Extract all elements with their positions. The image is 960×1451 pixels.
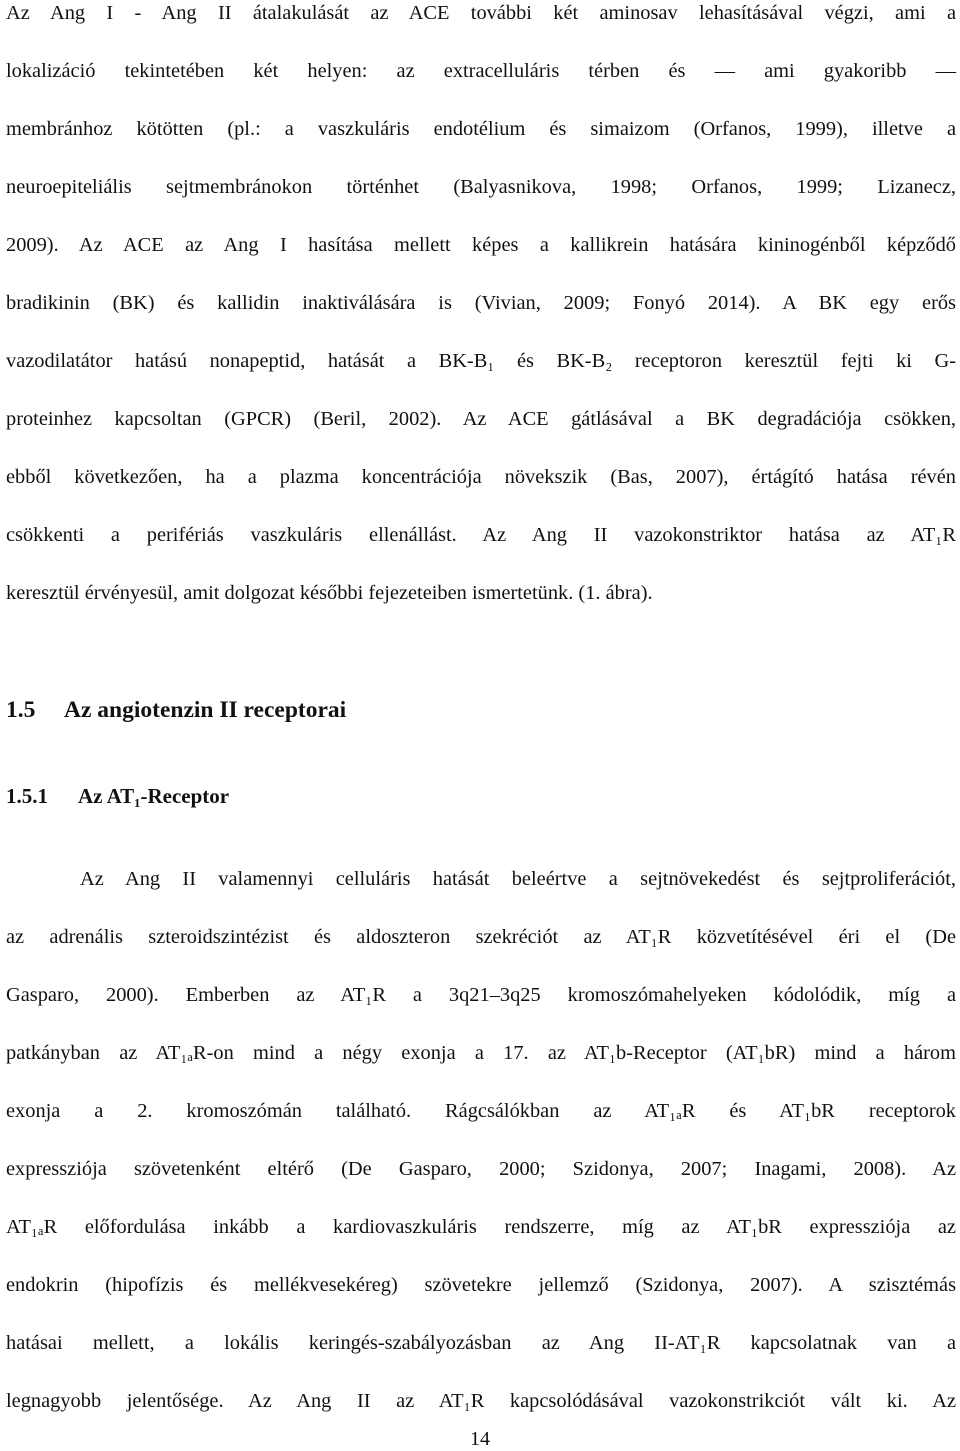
section-number: 1.5 bbox=[6, 697, 36, 723]
paragraph-line: patkányban az AT₁ₐR-on mind a négy exonja a 17. az AT₁b-Receptor (AT₁bR) mind a három bbox=[6, 1042, 956, 1064]
subsection-heading bbox=[6, 782, 229, 810]
paragraph-line: lokalizáció tekintetében két helyen: az extracelluláris térben és — ami gyakoribb — bbox=[6, 60, 956, 82]
paragraph-line: exonja a 2. kromoszómán található. Rágcsálókban az AT₁ₐR és AT₁bR receptorok bbox=[6, 1100, 956, 1122]
paragraph-line: ebből következően, ha a plazma koncentrációja növekszik (Bas, 2007), értágító hatása révén bbox=[6, 466, 956, 488]
paragraph-line: AT₁ₐR előfordulása inkább a kardiovaszkuláris rendszerre, míg az AT₁bR expressziója az bbox=[6, 1216, 956, 1238]
paragraph-line: expressziója szövetenként eltérő (De Gasparo, 2000; Szidonya, 2007; Inagami, 2008). Az bbox=[6, 1158, 956, 1180]
paragraph-line: vazodilatátor hatású nonapeptid, hatását a BK-B₁ és BK-B₂ receptoron keresztül fejti ki G- bbox=[6, 350, 956, 372]
page-number: 14 bbox=[470, 1428, 490, 1450]
paragraph-line: membránhoz kötötten (pl.: a vaszkuláris endotélium és simaizom (Orfanos, 1999), illetve a bbox=[6, 118, 956, 140]
subsection-title: Az AT₁-Receptor bbox=[78, 784, 230, 808]
paragraph-line: hatásai mellett, a lokális keringés-szabályozásban az Ang II-AT₁R kapcsolatnak van a bbox=[6, 1332, 956, 1354]
paragraph-line: endokrin (hipofízis és mellékvesekéreg) szövetekre jellemző (Szidonya, 2007). A szisztémás bbox=[6, 1274, 956, 1296]
paragraph-line: neuroepiteliális sejtmembránokon történhet (Balyasnikova, 1998; Orfanos, 1999; Lizanecz, bbox=[6, 176, 956, 198]
section-heading bbox=[6, 696, 346, 724]
paragraph-line: Az Ang II valamennyi celluláris hatását beleértve a sejtnövekedést és sejtproliferációt, bbox=[80, 868, 956, 890]
paragraph-line: az adrenális szteroidszintézist és aldoszteron szekréciót az AT₁R közvetítésével éri el (De bbox=[6, 926, 956, 948]
paragraph-line: Az Ang I - Ang II átalakulását az ACE további két aminosav lehasításával végzi, ami a bbox=[6, 2, 956, 24]
subsection-number: 1.5.1 bbox=[6, 784, 48, 808]
paragraph-line: 2009). Az ACE az Ang I hasítása mellett képes a kallikrein hatására kininogénből képződő bbox=[6, 234, 956, 256]
paragraph-line: csökkenti a perifériás vaszkuláris ellenállást. Az Ang II vazokonstriktor hatása az AT₁R bbox=[6, 524, 956, 546]
section-title: Az angiotenzin II receptorai bbox=[64, 697, 347, 723]
paragraph-line: keresztül érvényesül, amit dolgozat későbbi fejezeteiben ismertetünk. (1. ábra). bbox=[6, 582, 653, 604]
paragraph-line: bradikinin (BK) és kallidin inaktiválására is (Vivian, 2009; Fonyó 2014). A BK egy erős bbox=[6, 292, 956, 314]
paragraph-line: proteinhez kapcsoltan (GPCR) (Beril, 2002). Az ACE gátlásával a BK degradációja csökken, bbox=[6, 408, 956, 430]
paragraph-line: Gasparo, 2000). Emberben az AT₁R a 3q21–3q25 kromoszómahelyeken kódolódik, míg a bbox=[6, 984, 956, 1006]
paragraph-line: legnagyobb jelentősége. Az Ang II az AT₁R kapcsolódásával vazokonstrikciót vált ki. Az bbox=[6, 1390, 956, 1412]
